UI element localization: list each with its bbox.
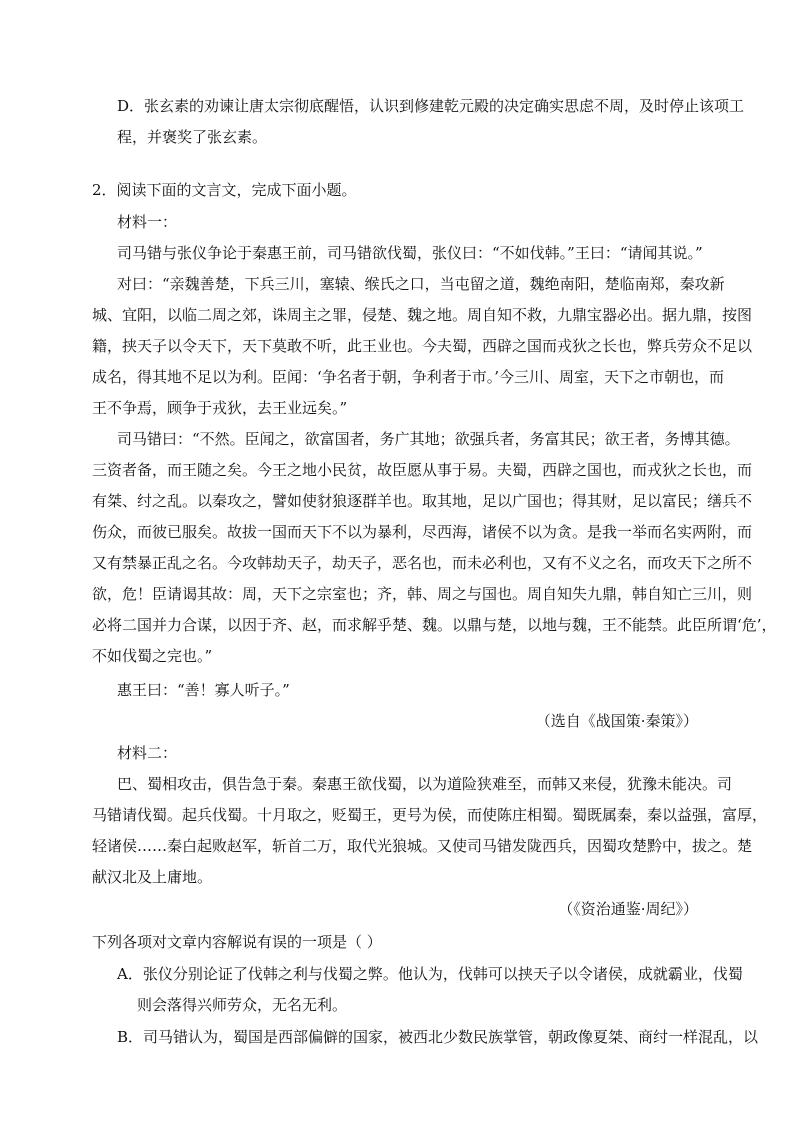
option-a-line1: A．张仪分别论证了伐韩之利与伐蜀之弊。他认为，伐韩可以挟天子以令诸侯，成就霸业，伐蜀 (117, 965, 743, 983)
material2-line: 马错请伐蜀。起兵伐蜀。十月取之，贬蜀王，更号为侯，而使陈庄相蜀。蜀既属秦，秦以益强，富厚， (92, 806, 768, 824)
material1-line: 司马错与张仪争论于秦惠王前，司马错欲伐蜀，张仪曰：“不如伐韩。”王曰：“请闻其说。” (117, 244, 703, 262)
material1-line: 籍，挟天子以令天下，天下莫敢不听，此王业也。今夫蜀，西辟之国而戎狄之长也，弊兵劳众不足以 (92, 337, 753, 355)
material1-line: 伤众，而彼已服矣。故拔一国而天下不以为暴利，尽西海，诸侯不以为贪。是我一举而名实两附，而 (92, 523, 753, 541)
material2-source: （《资治通鉴·周纪》） (558, 900, 698, 918)
material2-line: 献汉北及上庸地。 (92, 868, 213, 886)
option-a-line2: 则会落得兴师劳众，无名无利。 (137, 996, 348, 1014)
material1-line: 惠王曰：“善！寡人听子。” (117, 681, 290, 699)
material1-line: 又有禁暴正乱之名。今攻韩劫天子，劫天子，恶名也，而未必利也，又有不义之名，而攻天下之所不 (92, 554, 753, 572)
material1-line: 城、宜阳，以临二周之郊，诛周主之罪，侵楚、魏之地。周自知不救，九鼎宝器必出。据九鼎，按图 (92, 306, 753, 324)
material1-line: 三资者备，而王随之矣。今王之地小民贫，故臣愿从事于易。夫蜀，西辟之国也，而戎狄之长也，而 (92, 461, 753, 479)
material1-label: 材料一： (117, 213, 178, 231)
material1-line: 对曰：“亲魏善楚，下兵三川，塞辕、缑氏之口，当屯留之道，魏绝南阳，楚临南郑，秦攻新 (117, 275, 725, 293)
question-header: 2．阅读下面的文言文，完成下面小题。 (92, 181, 357, 199)
material1-line: 王不争焉，顾争于戎狄，去王业远矣。” (92, 399, 348, 417)
material1-line: 成名，得其地不足以为利。臣闻：‘争名者于朝，争利者于市。’今三川、周室，天下之市朝也，而 (92, 368, 725, 386)
material2-line: 轻诸侯……秦白起败赵军，斩首二万，取代光狼城。又使司马错发陇西兵，因蜀攻楚黔中，拔之。楚 (92, 837, 753, 855)
material2-label: 材料二： (117, 744, 178, 762)
material1-line: 欲，危！臣请谒其故：周，天下之宗室也；齐，韩、周之与国也。周自知失九鼎，韩自知亡三川，则 (92, 585, 753, 603)
question-prompt: 下列各项对文章内容解说有误的一项是（ ） (92, 933, 382, 951)
prev-option-d-line2: 程，并褒奖了张玄素。 (117, 128, 268, 146)
material1-line: 有桀、纣之乱。以秦攻之，譬如使豺狼逐群羊也。取其地，足以广国也；得其财，足以富民；缮兵不 (92, 492, 753, 510)
material1-line: 司马错曰：“不然。臣闻之，欲富国者，务广其地；欲强兵者，务富其民；欲王者，务博其德。 (117, 430, 740, 448)
material1-line: 不如伐蜀之完也。” (92, 647, 213, 665)
material1-source: （选自《战国策·秦策》） (535, 712, 698, 730)
option-b-line1: B．司马错认为，蜀国是西部偏僻的国家，被西北少数民族掌管，朝政像夏桀、商纣一样混乱，以 (117, 1028, 759, 1046)
material2-line: 巴、蜀相攻击，俱告急于秦。秦惠王欲伐蜀，以为道险狭难至，而韩又来侵，犹豫未能决。司 (117, 775, 733, 793)
prev-option-d-line1: D．张玄素的劝谏让唐太宗彻底醒悟，认识到修建乾元殿的决定确实思虑不周，及时停止该项工 (117, 97, 745, 115)
material1-line: 必将二国并力合谋，以因于齐、赵，而求解乎楚、魏。以鼎与楚，以地与魏，王不能禁。此臣所谓‘危’， (92, 616, 777, 634)
